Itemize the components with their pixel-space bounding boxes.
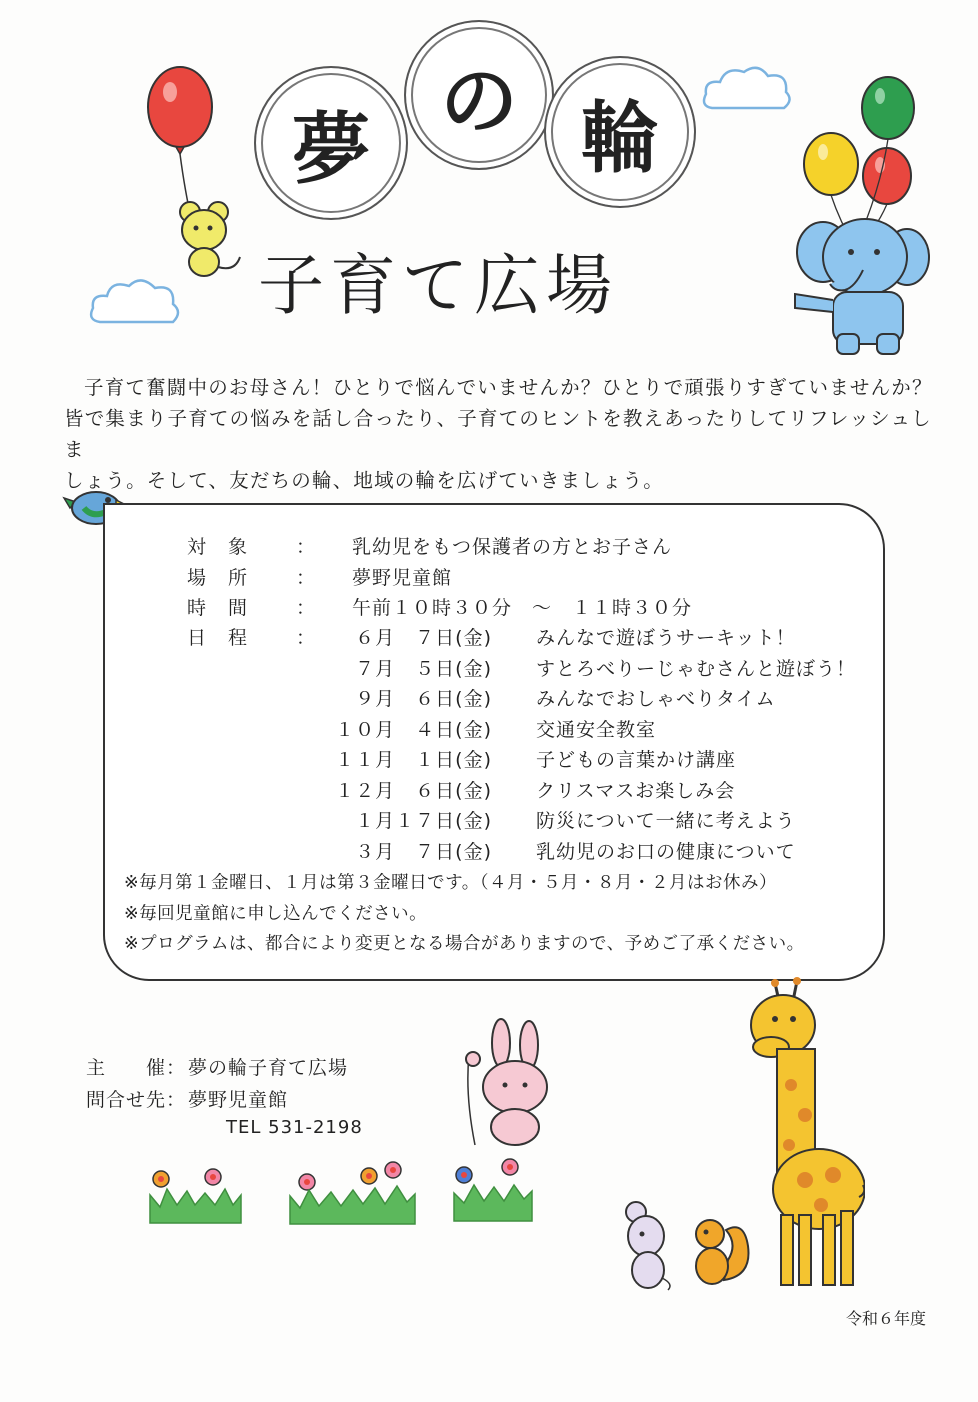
note-line: ※毎回児童館に申し込んでください。 (124, 904, 428, 924)
flowers-grass-2-illustration (285, 1158, 420, 1226)
schedule-date: ３月 ７日(金) (355, 841, 492, 863)
time-label: 時間 (187, 597, 270, 619)
colon: ： (296, 536, 317, 558)
schedule-date: ９月 ６日(金) (355, 688, 492, 710)
intro-line: しょう。そして、友だちの輪、地域の輪を広げていきましょう。 (64, 469, 664, 492)
place-value: 夢野児童館 (352, 567, 453, 589)
flowers-grass-1-illustration (145, 1165, 245, 1225)
title-circle-2 (404, 20, 554, 170)
page-subtitle: 子育て広場 (258, 247, 618, 324)
schedule-event: クリスマスお楽しみ会 (536, 780, 736, 802)
schedule-date: １０月 ４日(金) (335, 719, 492, 741)
mouse-illustration (618, 1200, 676, 1292)
colon: ： (296, 567, 317, 589)
host-label: 主 催： (86, 1057, 187, 1079)
note-line: ※プログラムは、都合により変更となる場合がありますので、予めご了承ください。 (124, 934, 805, 954)
schedule-date: １１月 １日(金) (335, 749, 492, 771)
intro-paragraph (64, 372, 944, 496)
schedule-label: 日程 (187, 627, 270, 649)
schedule-date: ７月 ５日(金) (355, 658, 492, 680)
schedule-date: １月１７日(金) (355, 810, 492, 832)
colon: ： (296, 627, 317, 649)
target-value: 乳幼児をもつ保護者の方とお子さん (352, 536, 673, 558)
schedule-event: みんなでおしゃべりタイム (536, 688, 776, 710)
giraffe-illustration (735, 975, 865, 1295)
title-circle-1 (254, 66, 408, 220)
contact-label: 問合せ先： (86, 1089, 187, 1111)
schedule-date: ６月 ７日(金) (355, 627, 492, 649)
schedule-event: 防災について一緒に考えよう (536, 810, 796, 832)
intro-line: 子育て奮闘中のお母さん！ひとりで悩んでいませんか？ひとりで頑張りすぎていませんか？ (84, 376, 933, 399)
title-char-wa: 輪 (580, 93, 659, 184)
cloud-right-illustration (700, 62, 795, 117)
target-label: 対象 (187, 536, 270, 558)
schedule-date: １２月 ６日(金) (335, 780, 492, 802)
cloud-left-illustration (85, 272, 185, 332)
place-label: 場所 (187, 567, 270, 589)
intro-line: 皆で集まり子育ての悩みを話し合ったり、子育てのヒントを教えあったりしてリフレッシュしま (64, 407, 932, 461)
red-balloon-mouse-illustration (140, 62, 250, 292)
title-char-no: の (439, 56, 518, 147)
colon: ： (296, 597, 317, 619)
schedule-event: 乳幼児のお口の健康について (536, 841, 796, 863)
contact-phone: TEL 531-2198 (226, 1117, 363, 1138)
title-circle-3 (544, 56, 696, 208)
note-line: ※毎月第１金曜日、１月は第３金曜日です。（４月・５月・８月・２月はお休み） (124, 873, 778, 893)
elephant-with-balloons-illustration (785, 72, 935, 362)
title-char-yume: 夢 (291, 104, 370, 195)
schedule-event: すとろべりーじゃむさんと遊ぼう！ (536, 658, 857, 680)
fiscal-year: 令和６年度 (845, 1309, 926, 1328)
schedule-event: みんなで遊ぼうサーキット！ (536, 627, 796, 649)
rabbit-illustration (455, 1015, 560, 1150)
schedule-event: 子どもの言葉かけ講座 (536, 749, 737, 771)
host-value: 夢の輪子育て広場 (188, 1057, 349, 1079)
contact-value: 夢野児童館 (188, 1089, 289, 1111)
flowers-grass-3-illustration (450, 1155, 535, 1223)
time-value: 午前１０時３０分 ～ １１時３０分 (352, 597, 693, 619)
schedule-event: 交通安全教室 (536, 719, 657, 741)
